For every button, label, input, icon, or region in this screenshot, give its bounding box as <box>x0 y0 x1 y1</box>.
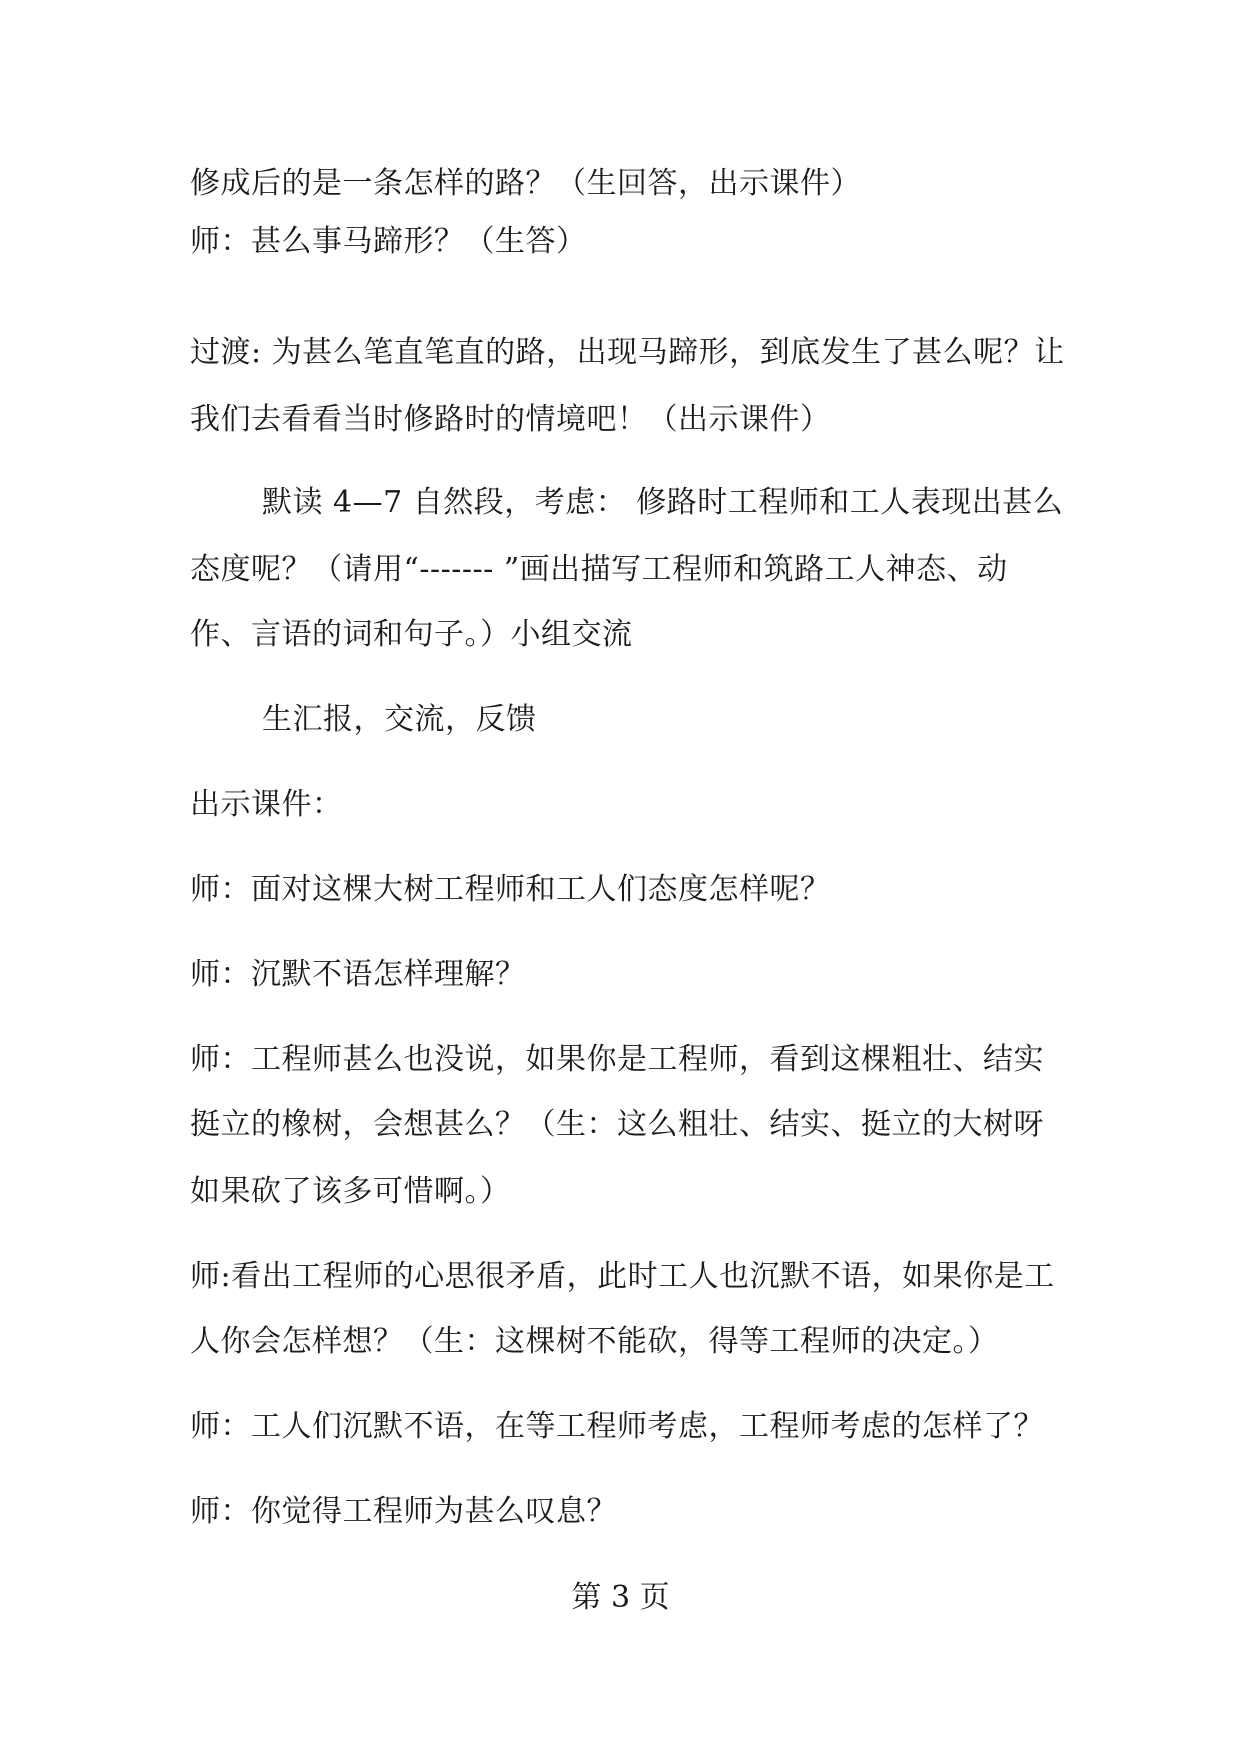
text-line: 修成后的是一条怎样的路？（生回答，出示课件） <box>190 166 861 201</box>
text-line: 师:看出工程师的心思很矛盾，此时工人也沉默不语，如果你是工 <box>190 1259 1055 1294</box>
text-line: 我们去看看当时修路时的情境吧！（出示课件） <box>190 402 831 437</box>
text-line: 师：工人们沉默不语，在等工程师考虑，工程师考虑的怎样了？ <box>190 1409 1044 1444</box>
text-line: 如果砍了该多可惜啊。） <box>190 1174 511 1209</box>
text-line: 作、言语的词和句子。）小组交流 <box>190 617 633 652</box>
text-line: 师：工程师甚么也没说，如果你是工程师，看到这棵粗壮、结实 <box>190 1042 1044 1077</box>
text-line: 人你会怎样想？（生：这棵树不能砍，得等工程师的决定。） <box>190 1324 999 1359</box>
text-line: 态度呢？（请用“------- ”画出描写工程师和筑路工人神态、动 <box>190 552 1008 587</box>
text-line: 出示课件： <box>190 787 343 822</box>
text-line: 挺立的橡树，会想甚么？（生：这么粗壮、结实、挺立的大树呀 <box>190 1107 1044 1142</box>
text-line: 生汇报，交流，反馈 <box>262 702 537 737</box>
text-line: 师：面对这棵大树工程师和工人们态度怎样呢？ <box>190 872 831 907</box>
text-line: 过渡: 为甚么笔直笔直的路，出现马蹄形，到底发生了甚么呢？让 <box>190 335 1065 370</box>
page-number: 第 3 页 <box>571 1580 670 1615</box>
text-line: 师：你觉得工程师为甚么叹息？ <box>190 1494 617 1529</box>
text-line: 师：甚么事马蹄形？（生答） <box>190 224 587 259</box>
text-line: 师：沉默不语怎样理解？ <box>190 957 526 992</box>
text-line: 默读 4—7 自然段，考虑： 修路时工程师和工人表现出甚么 <box>262 485 1064 520</box>
